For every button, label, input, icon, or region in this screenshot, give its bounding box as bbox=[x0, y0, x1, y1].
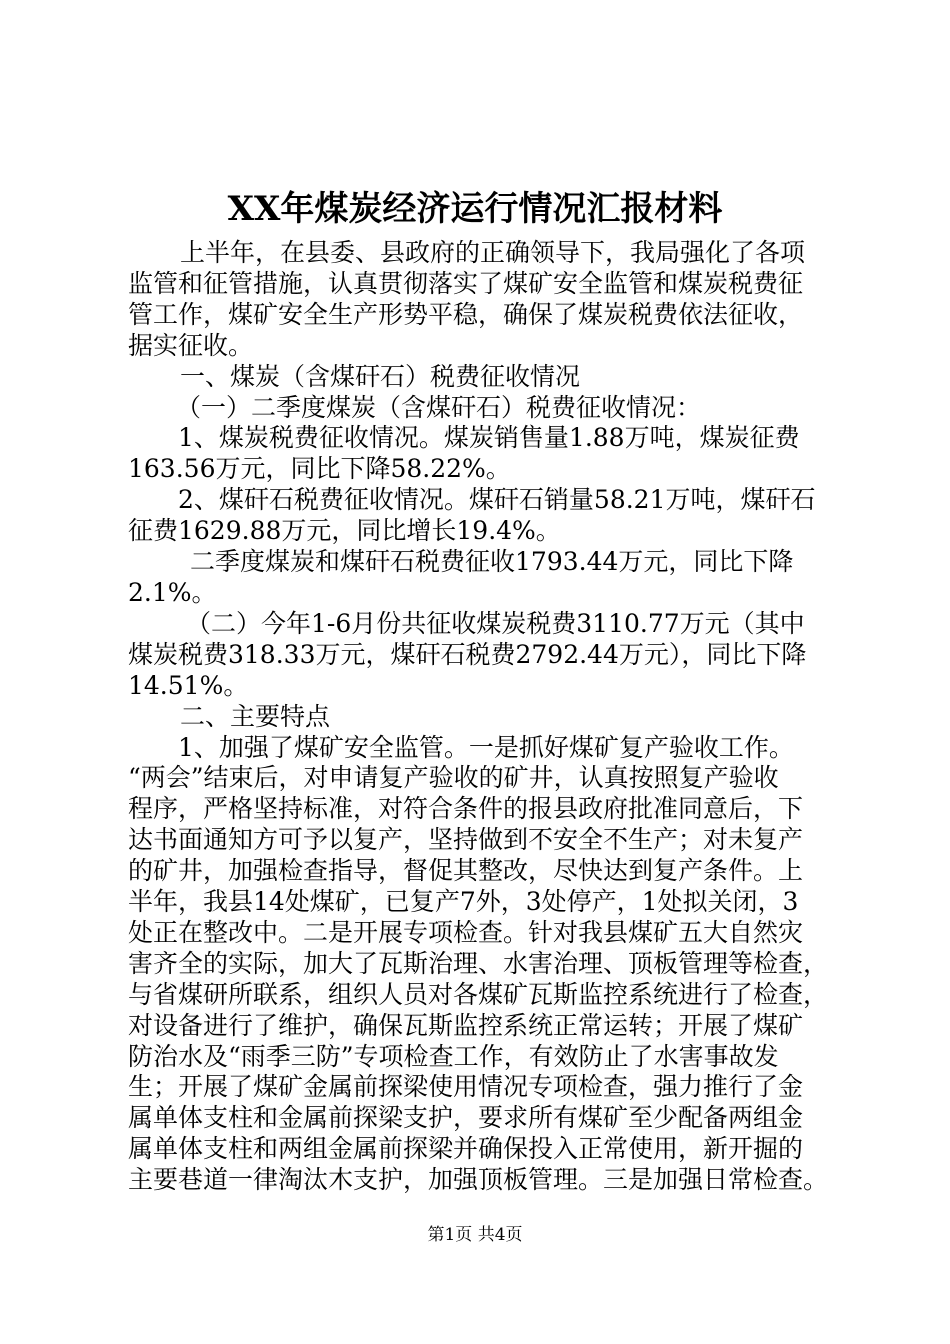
paragraph-intro-line-2: 监管和征管措施，认真贯彻落实了煤矿安全监管和煤炭税费征 bbox=[128, 268, 804, 298]
page-footer: 第1页 共4页 bbox=[427, 1225, 523, 1245]
item-coal-line-1: 1、煤炭税费征收情况。煤炭销售量1.88万吨，煤炭征费 bbox=[178, 423, 800, 453]
section-heading-2: 二、主要特点 bbox=[180, 701, 331, 731]
paragraph-intro-line-3: 管工作，煤矿安全生产形势平稳，确保了煤炭税费依法征收， bbox=[128, 299, 804, 329]
subsection-2-line-1: （二）今年1-6月份共征收煤炭税费3110.77万元（其中 bbox=[186, 608, 805, 638]
paragraph-intro-line-1: 上半年，在县委、县政府的正确领导下，我局强化了各项 bbox=[180, 238, 806, 267]
feature-1-line-8: 害齐全的实际，加大了瓦斯治理、水害治理、顶板管理等检查， bbox=[128, 948, 829, 978]
q2-total-line-2: 2.1%。 bbox=[128, 577, 217, 607]
section-heading-1: 一、煤炭（含煤矸石）税费征收情况 bbox=[180, 361, 581, 391]
feature-1-line-1: 1、加强了煤矿安全监管。一是抓好煤矿复产验收工作。 bbox=[178, 732, 794, 762]
feature-1-line-5: 的矿井，加强检查指导，督促其整改，尽快达到复产条件。上 bbox=[128, 856, 804, 886]
feature-1-line-2: “两会”结束后，对申请复产验收的矿井，认真按照复产验收 bbox=[128, 763, 779, 793]
feature-1-line-15: 主要巷道一律淘汰木支护，加强顶板管理。三是加强日常检查。 bbox=[128, 1165, 829, 1195]
paragraph-intro-line-4: 据实征收。 bbox=[128, 330, 254, 360]
feature-1-line-4: 达书面通知方可予以复产，坚持做到不安全不生产；对未复产 bbox=[128, 825, 804, 855]
subsection-heading-1: （一）二季度煤炭（含煤矸石）税费征收情况： bbox=[176, 392, 702, 422]
feature-1-line-10: 对设备进行了维护，确保瓦斯监控系统正常运转；开展了煤矿 bbox=[128, 1010, 804, 1040]
item-gangue-line-2: 征费1629.88万元，同比增长19.4%。 bbox=[128, 516, 561, 546]
feature-1-line-12: 生；开展了煤矿金属前探梁使用情况专项检查，强力推行了金 bbox=[128, 1072, 804, 1102]
item-gangue-line-1: 2、煤矸石税费征收情况。煤矸石销量58.21万吨，煤矸石 bbox=[178, 485, 816, 515]
subsection-2-line-2: 煤炭税费318.33万元，煤矸石税费2792.44万元），同比下降 bbox=[128, 639, 807, 669]
feature-1-line-7: 处正在整改中。二是开展专项检查。针对我县煤矿五大自然灾 bbox=[128, 917, 804, 947]
feature-1-line-9: 与省煤研所联系，组织人员对各煤矿瓦斯监控系统进行了检查， bbox=[128, 979, 829, 1009]
q2-total-line-1: 二季度煤炭和煤矸石税费征收1793.44万元，同比下降 bbox=[190, 547, 794, 577]
item-coal-line-2: 163.56万元，同比下降58.22%。 bbox=[128, 454, 511, 484]
document-body bbox=[128, 238, 840, 1196]
document-title: XX年煤炭经济运行情况汇报材料 bbox=[227, 189, 723, 229]
feature-1-line-3: 程序，严格坚持标准，对符合条件的报县政府批准同意后，下 bbox=[128, 794, 804, 824]
feature-1-line-14: 属单体支柱和两组金属前探梁并确保投入正常使用，新开掘的 bbox=[128, 1134, 804, 1164]
subsection-2-line-3: 14.51%。 bbox=[128, 670, 249, 700]
feature-1-line-6: 半年，我县14处煤矿，已复产7外，3处停产，1处拟关闭，3 bbox=[128, 887, 799, 917]
feature-1-line-13: 属单体支柱和金属前探梁支护，要求所有煤矿至少配备两组金 bbox=[128, 1103, 804, 1133]
feature-1-line-11: 防治水及“雨季三防”专项检查工作，有效防止了水害事故发 bbox=[128, 1041, 779, 1071]
